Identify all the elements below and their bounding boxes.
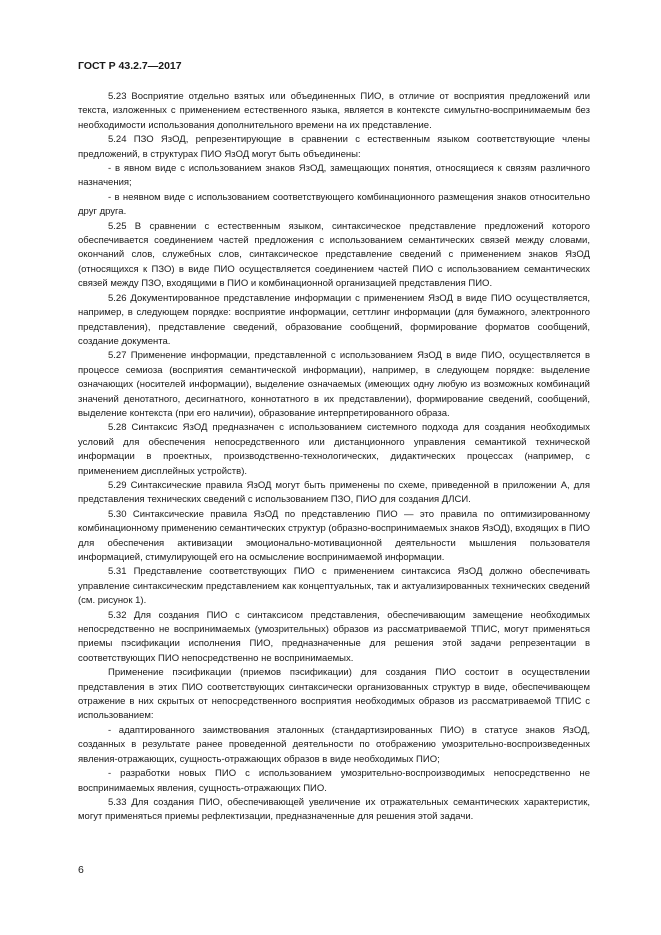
paragraph-5-29: 5.29 Синтаксические правила ЯзОД могут быть применены по схеме, приведенной в приложении А, для представления технических сведений с использованием ПЗО, ПИО для создания ДЛСИ. — [78, 479, 590, 506]
list-item: - в неявном виде с использованием соответствующего комбинационного размещения знаков относительно друг друга. — [78, 191, 590, 218]
paragraph-5-26: 5.26 Документированное представление информации с применением ЯзОД в виде ПИО осуществляется, например, в следующем порядке: восприятие информации, сеттлинг информации (для бумажного, электронного представления), представление сведений, образование сообщений, формирование форматов сообщений, создание документа. — [78, 292, 590, 347]
paragraph-pesification: Применение пэсификации (приемов пэсификации) для создания ПИО состоит в осуществлении представления в этих ПИО соответствующих синтаксически организованных структур в виде, обеспечивающем отражение в них скрытых от непосредственного восприятия необходимых образов из рассматриваемой ТПИС с использованием: — [78, 667, 590, 722]
paragraph-5-24: 5.24 ПЗО ЯзОД, репрезентирующие в сравнении с естественным языком соответствующие члены предложений, в структурах ПИО ЯзОД могут быть объединены: — [78, 134, 590, 160]
paragraph-5-27: 5.27 Применение информации, представленной с использованием ЯзОД в виде ПИО, осуществляется в процессе семиоза (восприятия семантической информации), например, в следующем порядке: выделение означающих (носителей информации), выделение означаемых (имеющих одну любую из возможных комбинаций значений денотатного, десигнатного, коннотатного в их представлении), формирование сведений, сообщений, выделение контекста (при его наличии), образование интерпретированного образа. — [78, 350, 590, 419]
list-item: - разработки новых ПИО с использованием умозрительно-воспроизводимых непосредственно не воспринимаемых явления, сущность-отражающих ПИО. — [78, 768, 590, 794]
paragraph-5-31: 5.31 Представление соответствующих ПИО с применением синтаксиса ЯзОД должно обеспечивать управление синтаксическим представлением как концептуальных, так и актуализированных технических сведений (см. рисунок 1). — [78, 566, 590, 607]
paragraph-5-32: 5.32 Для создания ПИО с синтаксисом представления, обеспечивающим замещение необходимых непосредственно не воспринимаемых (умозрительных) образов из рассматриваемой ТПИС, могут применяться приемы пэсификации исполнения ПИО, предназначенные для решения этой задачи репрезентации в соответствующих ПИО непосредственно не воспринимаемых. — [78, 609, 590, 664]
paragraph-5-23: 5.23 Восприятие отдельно взятых или объединенных ПИО, в отличие от восприятия предложений или текста, изложенных с применением естественного языка, является в контексте симультно-воспринимаемым без необходимости использования дополнительного времени на их представление. — [78, 91, 590, 131]
page-number: 6 — [78, 864, 84, 876]
paragraph-5-30: 5.30 Синтаксические правила ЯзОД по представлению ПИО — это правила по оптимизированному комбинационному применению семантических структур (образно-воспринимаемых знаков ЯзОД), входящих в ПИО для обеспечения активизации эмоционально-мотивационной деятельности мышления пользователя информацией, стимулирующей его на осмысление воспринимаемой информации. — [78, 508, 590, 563]
list-item: - адаптированного заимствования эталонных (стандартизированных ПИО) в статусе знаков ЯзОД, созданных в результате ранее проведенной деятельности по отображению умозрительно-воспроизведенных явления-отражающих, сущность-отражающих образов в виде необходимых ПИО; — [78, 724, 590, 765]
paragraph-5-28: 5.28 Синтаксис ЯзОД предназначен с использованием системного подхода для создания необходимых условий для обеспечения непосредственного или дистанционного управления семантикой технической информации в проектных, производственно-технологических, дидактических процессах (например, с применением дисплейных устройств). — [78, 422, 590, 477]
document-header: ГОСТ Р 43.2.7—2017 — [78, 60, 182, 72]
document-body — [78, 90, 590, 825]
paragraph-5-33: 5.33 Для создания ПИО, обеспечивающей увеличение их отражательных семантических характеристик, могут применяться приемы рефлектизации, предназначенные для решения этой задачи. — [78, 796, 590, 823]
list-item: - в явном виде с использованием знаков ЯзОД, замещающих понятия, относящиеся к связям различного назначения; — [78, 163, 590, 189]
paragraph-5-25: 5.25 В сравнении с естественным языком, синтаксическое представление предложений которого обеспечивается соединением частей предложения с использованием семантических связей между словами, окончаний слов, служебных слов, синтаксическое представление сведений с применением знаков ЯзОД (относящихся к ПЗО) в виде ПИО осуществляется соединением частей ПИО с использованием семантических связей между ПЗО, входящими в ПИО и комбинационной организацией представления ПИО. — [78, 220, 590, 290]
